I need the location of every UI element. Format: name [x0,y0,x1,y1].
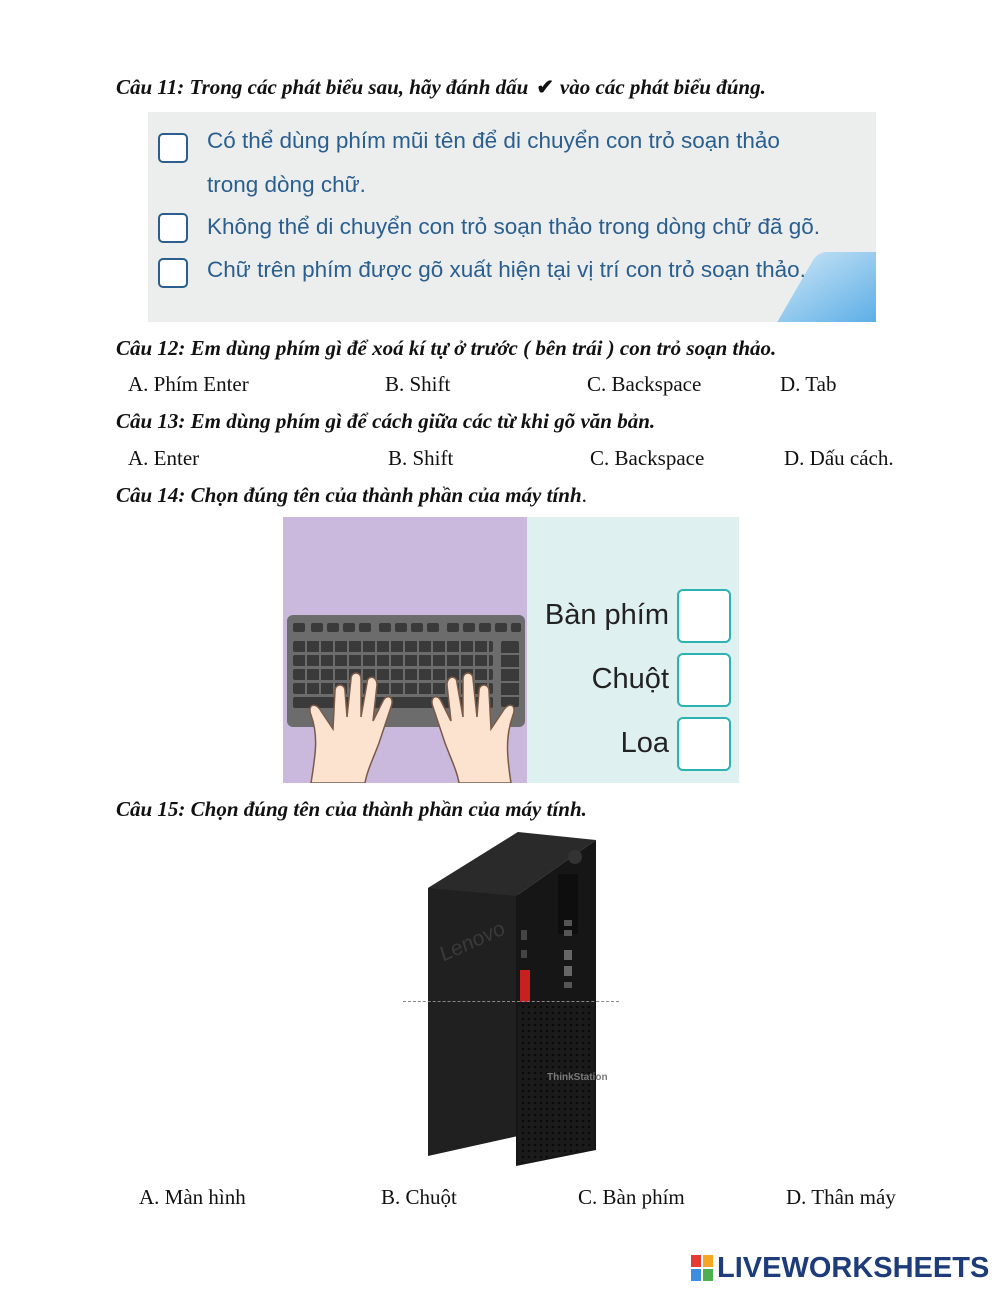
statement-3-text: Chữ trên phím được gõ xuất hiện tại vị trí con trỏ soạn thảo. [207,257,806,282]
question-11-text: Câu 11: Trong các phát biểu sau, hãy đánh dấu [116,75,529,99]
statement-1-text: Có thể dùng phím mũi tên để di chuyển con trỏ soạn thảo [207,128,780,153]
q15-option-b[interactable]: B. Chuột [381,1185,457,1209]
q13-option-a[interactable]: A. Enter [128,446,200,470]
logo-text: LIVEWORKSHEETS [717,1252,990,1284]
q15-option-c[interactable]: C. Bàn phím [578,1185,685,1209]
q12-option-d[interactable]: D. Tab [780,372,837,396]
dashed-divider [403,1001,619,1002]
computer-case-image [400,830,622,1170]
statement-1-checkbox[interactable] [158,133,188,163]
lenovo-brand-text: Lenovo [435,917,510,966]
question-12-title: Câu 12: Em dùng phím gì để xoá kí tự ở trước ( bên trái ) con trỏ soạn thảo. [116,336,777,360]
question-11-title [116,75,766,100]
statement-2-checkbox[interactable] [158,213,188,243]
hands-icon [301,667,521,783]
label-chuot: Chuột [591,663,669,695]
statement-1-text-cont: trong dòng chữ. [207,172,366,197]
labels-panel [527,517,739,783]
keyboard-illustration [283,517,739,783]
computer-case-icon [400,830,622,1170]
q12-option-c[interactable]: C. Backspace [587,372,702,396]
checkmark-icon: ✔ [536,75,554,99]
question-14-period: . [581,483,587,507]
q15-option-a[interactable]: A. Màn hình [139,1185,246,1209]
question-14-text: Câu 14: Chọn đúng tên của thành phần của máy tính [116,483,582,507]
question-15-title: Câu 15: Chọn đúng tên của thành phần của máy tính. [116,797,587,821]
question-11-statements-panel [148,112,876,322]
label-ban-phim: Bàn phím [544,599,669,631]
question-13-title: Câu 13: Em dùng phím gì để cách giữa các từ khi gõ văn bản. [116,409,656,433]
question-14-title [116,483,587,508]
q13-option-b[interactable]: B. Shift [388,446,454,470]
keyboard-image-panel [283,517,527,783]
thinkstation-model-text: ThinkStation [547,1072,608,1083]
ban-phim-answer-box[interactable] [677,589,731,643]
loa-answer-box[interactable] [677,717,731,771]
liveworksheets-logo-icon [691,1255,713,1281]
q12-option-a[interactable]: A. Phím Enter [128,372,249,396]
q15-option-d[interactable]: D. Thân máy [786,1185,896,1209]
statement-2-text: Không thể di chuyển con trỏ soạn thảo trong dòng chữ đã gõ. [207,214,821,239]
statement-3-checkbox[interactable] [158,258,188,288]
chuot-answer-box[interactable] [677,653,731,707]
label-loa: Loa [620,727,669,759]
q13-option-d[interactable]: D. Dấu cách. [784,446,894,470]
q12-option-b[interactable]: B. Shift [385,372,451,396]
q13-option-c[interactable]: C. Backspace [590,446,705,470]
question-11-text-end: vào các phát biểu đúng. [559,75,766,99]
